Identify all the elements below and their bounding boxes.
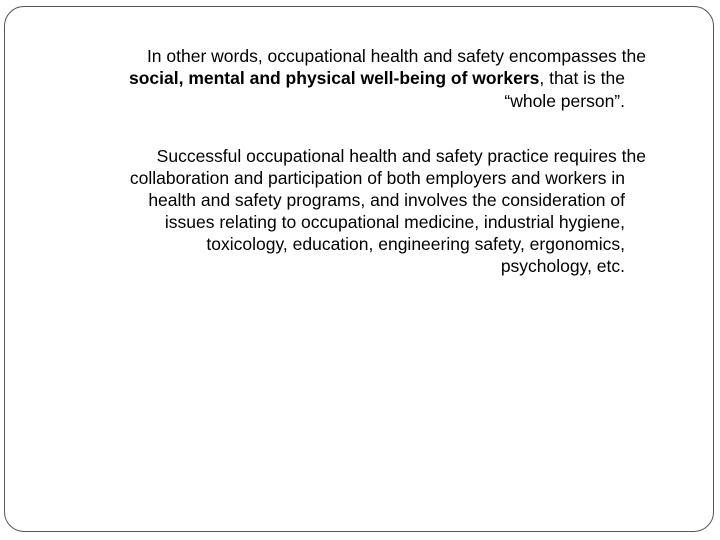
- paragraph2-line2: collaboration and participation of both employers and workers in: [129, 168, 625, 188]
- paragraph2-line3: health and safety programs, and involves the consideration of: [148, 190, 625, 210]
- paragraph1-line2-rest: , that is the: [539, 68, 625, 88]
- paragraph1-line2: [129, 67, 625, 89]
- paragraph2-line5: toxicology, education, engineering safety, ergonomics,: [206, 234, 625, 254]
- paragraph2-line1: Successful occupational health and safety practice requires the: [156, 146, 646, 166]
- paragraph1-line3: “whole person”.: [504, 91, 625, 111]
- paragraph2-line4: issues relating to occupational medicine, industrial hygiene,: [164, 212, 625, 232]
- paragraph1-emphasis: social, mental and physical well-being of workers: [128, 68, 540, 88]
- paragraph1-line1: In other words, occupational health and safety encompasses the: [146, 46, 646, 66]
- paragraph2-line6: psychology, etc.: [500, 256, 625, 276]
